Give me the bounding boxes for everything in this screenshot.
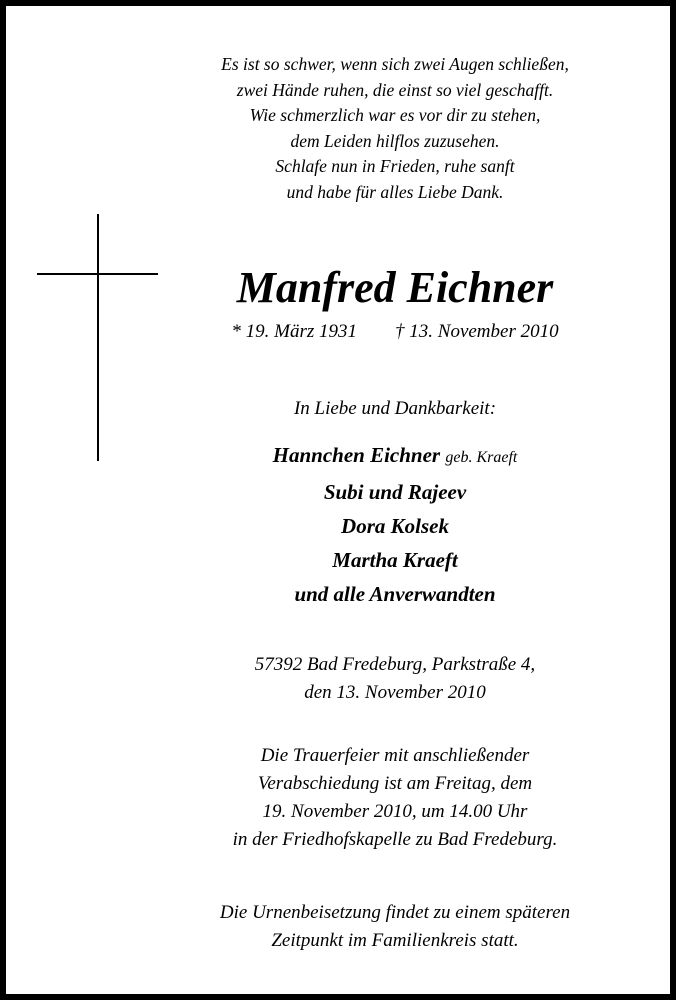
address-line: 57392 Bad Fredeburg, Parkstraße 4, [254,654,536,675]
mourner-entry: und alle Anverwandten [294,582,496,606]
life-dates [0,320,676,344]
address-block [0,651,676,707]
urn-line: Zeitpunkt im Familienkreis statt. [271,930,519,951]
urn-line: Die Urnenbeisetzung findet zu einem späteren [219,902,571,923]
mourner-widow [0,438,676,475]
poem-line: dem Leiden hilflos zuzusehen. [290,130,500,151]
widow-name: Hannchen Eichner [272,443,441,467]
service-line: Verabschiedung ist am Freitag, dem [257,773,533,794]
mourner-entry: Subi und Rajeev [323,480,467,504]
service-line: Die Trauerfeier mit anschließender [260,745,530,766]
mourner-entry: Martha Kraeft [332,548,458,572]
service-line: 19. November 2010, um 14.00 Uhr [262,801,528,822]
obituary-card [6,6,670,994]
death-date: † 13. November 2010 [395,321,559,342]
service-line: in der Friedhofskapelle zu Bad Fredeburg. [232,829,558,850]
deceased-name: Manfred Eichner [236,263,554,312]
poem-line: zwei Hände ruhen, die einst so viel geschafft. [236,79,554,100]
urn-burial-notice [0,899,676,955]
birth-date: * 19. März 1931 [231,321,358,342]
mourners-list [0,438,676,611]
date-line: den 13. November 2010 [304,682,486,703]
maiden-name-note: geb. Kraeft [445,449,518,466]
mourners-intro: In Liebe und Dankbarkeit: [293,398,497,419]
poem-line: Schlafe nun in Frieden, ruhe sanft [275,156,515,176]
poem-line: Wie schmerzlich war es vor dir zu stehen, [249,105,541,125]
memorial-poem [0,52,676,205]
funeral-service-notice [0,742,676,854]
poem-line: Es ist so schwer, wenn sich zwei Augen schließen, [221,54,569,74]
mourner-entry: Dora Kolsek [341,514,449,538]
poem-line: und habe für alles Liebe Dank. [286,181,504,202]
